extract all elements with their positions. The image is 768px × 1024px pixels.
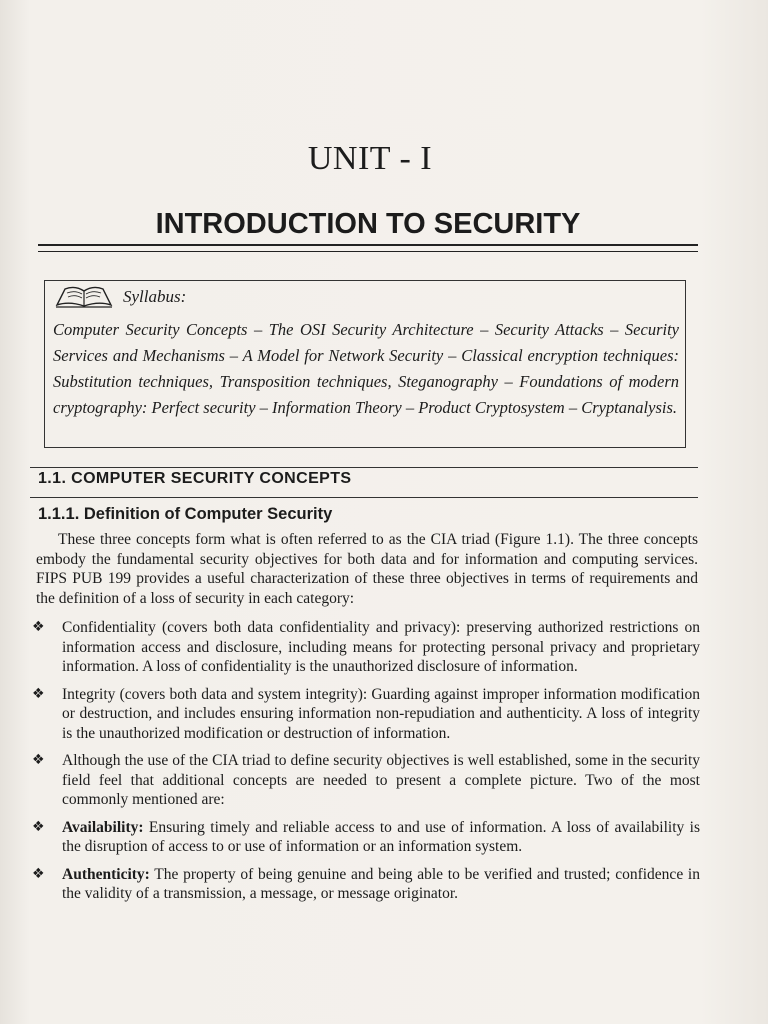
intro-paragraph: These three concepts form what is often referred to as the CIA triad (Figure 1.1). The three concepts embody the fundamental security objectives for both data and for information and computing services. FIPS PUB 199 provides a useful characterization of these three objectives in terms of requirements and the definition of a loss of security in each category: [36, 531, 698, 607]
diamond-bullet-icon: ❖ [32, 752, 45, 768]
section-heading: 1.1. COMPUTER SECURITY CONCEPTS [38, 470, 352, 487]
diamond-bullet-icon: ❖ [32, 818, 45, 835]
list-item [32, 685, 700, 744]
open-book-icon [55, 283, 113, 309]
bullet-term: Authenticity: [62, 865, 150, 883]
list-item [32, 865, 700, 904]
bullet-term: Availability: [62, 818, 144, 836]
diamond-bullet-icon: ❖ [32, 619, 45, 635]
section-rule-bottom [30, 497, 698, 498]
list-item [32, 618, 700, 677]
list-item [32, 751, 700, 810]
chapter-title: INTRODUCTION TO SECURITY [155, 208, 581, 240]
syllabus-box [44, 280, 686, 448]
syllabus-label: Syllabus: [123, 287, 187, 306]
unit-title: UNIT - I [307, 140, 433, 177]
syllabus-text: Computer Security Concepts – The OSI Security Architecture – Security Attacks – Security Services and Mechanisms – A Model for Network Security – Classical encryption techniques: Substitution techniques, Transposition techniques, Steganography – Foundations of modern cryptography: Perfect security – Information Theory – Product Cryptosystem – Cryptanalysis. [53, 320, 679, 417]
bullet-text: The property of being genuine and being able to be verified and trusted; confidence in the validity of a transmission, a message, or message originator. [62, 865, 700, 902]
bullet-text: Integrity (covers both data and system integrity): Guarding against improper information modification or destruction, and includes ensuring information non-repudiation and authenticity. A loss of integrity is the unauthorized modification or destruction of information. [62, 685, 700, 742]
bullet-list [32, 618, 700, 912]
bullet-text: Although the use of the CIA triad to define security objectives is well established, some in the security field feel that additional concepts are needed to present a complete picture. Two of the most commonly mentioned are: [62, 752, 700, 808]
subsection-heading: 1.1.1. Definition of Computer Security [38, 505, 333, 523]
diamond-bullet-icon: ❖ [32, 865, 45, 882]
list-item [32, 818, 700, 857]
section-rule-top [30, 467, 698, 468]
bullet-text: Confidentiality (covers both data confidentiality and privacy): preserving authorized restrictions on information access and disclosure, including means for protecting personal privacy and proprietary information. A loss of confidentiality is the unauthorized disclosure of information. [62, 619, 700, 675]
bullet-text: Ensuring timely and reliable access to and use of information. A loss of availability is the disruption of access to or use of information or an information system. [62, 818, 700, 855]
title-divider [38, 244, 698, 252]
diamond-bullet-icon: ❖ [32, 685, 45, 702]
